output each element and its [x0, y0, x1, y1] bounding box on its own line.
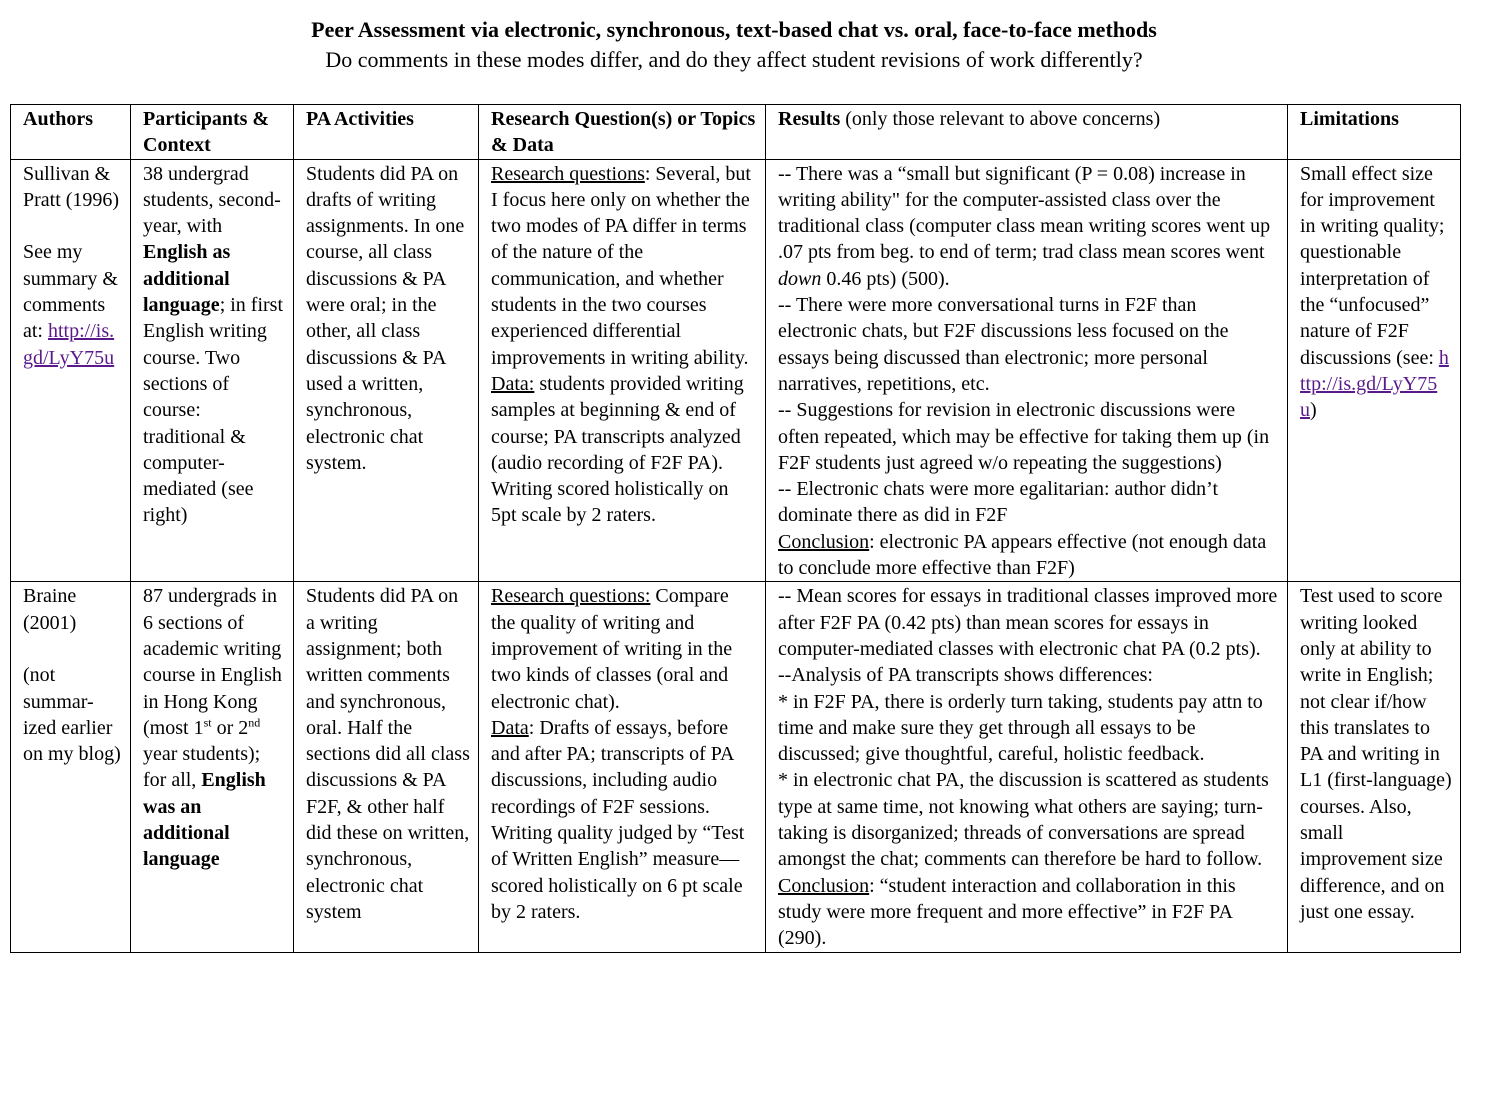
participants-emphasis: English as additional language: [143, 241, 231, 317]
cell-research: [479, 582, 766, 952]
participants-text-2: ; in first English writing course. Two sections of course: traditional & computer-mediated (see right): [143, 294, 284, 527]
author-name: Sullivan & Pratt (1996): [23, 162, 120, 211]
conclusion-text: : electronic PA appears effective (not enough data to conclude more effective than F2F): [778, 530, 1267, 580]
limitations-link[interactable]: http://is.gd/LyY75u: [1300, 346, 1449, 422]
summary-link[interactable]: http://is.gd/LyY75u: [23, 320, 115, 369]
header-participants: Participants & Context: [131, 105, 294, 160]
result-conclusion: [778, 873, 1279, 952]
cell-participants: [131, 159, 294, 582]
result-item: -- Electronic chats were more egalitarian: author didn’t dominate there as did in F2F: [778, 478, 1218, 527]
data-label: Data: [491, 716, 529, 739]
conclusion-label: Conclusion: [778, 874, 870, 897]
page-title: Peer Assessment via electronic, synchronous, text-based chat vs. oral, face-to-face methods: [311, 17, 1157, 42]
participants-text: 38 undergrad students, second-year, with: [143, 162, 281, 238]
cell-limitations: Small effect size for improvement in writing quality; questionable interpretation of the “unfocused” nature of F2F discussions (see: http://is.gd/LyY75u): [1288, 159, 1461, 582]
data-label: Data:: [491, 372, 535, 395]
result-item: * in electronic chat PA, the discussion is scattered as students type at same time, not knowing what others are saying; turn-taking is disorganized; threads of conversations are spread amongst the chat; comments can therefore be hard to follow.: [778, 769, 1269, 871]
literature-table: [10, 104, 1461, 953]
result-item: --Analysis of PA transcripts shows differences:: [778, 664, 1153, 687]
page-subtitle: Do comments in these modes differ, and do they affect student revisions of work differently?: [325, 47, 1143, 72]
research-questions-text: : Several, but I focus here only on whether the two modes of PA differ in terms of the nature of the communication, and whether students in the two courses experienced differential improvements in writing ability.: [491, 162, 751, 369]
table-row: [11, 582, 1461, 952]
author-name: Braine (2001): [23, 585, 77, 634]
cell-participants: 87 undergrads in 6 sections of academic writing course in English in Hong Kong (most 1st or 2nd year students); for all, English was an additional language: [131, 582, 294, 952]
data-text: students provided writing samples at beginning & end of course; PA transcripts analyzed (audio recording of F2F PA). Writing scored holistically on 5pt scale by 2 raters.: [491, 372, 744, 527]
limitations-text: Small effect size for improvement in writing quality; questionable interpretation of the “unfocused” nature of F2F discussions (see:: [1300, 162, 1445, 369]
header-results-note: (only those relevant to above concerns): [840, 108, 1161, 130]
author-note: See my summary & comments at:: [23, 241, 118, 343]
research-questions-label: Research questions: [491, 162, 645, 185]
result-item: -- Suggestions for revision in electronic discussions were often repeated, which may be effective for taking them up (in F2F students just agreed w/o repeating the suggestions): [778, 399, 1270, 474]
title-block: [0, 14, 1468, 74]
cell-activities: Students did PA on a writing assignment; both written comments and synchronous, oral. Half the sections did all class discussions & PA F2F, & other half did these on written, synchronous, electronic chat system: [294, 582, 479, 952]
cell-authors: [11, 582, 131, 952]
result-item: -- There were more conversational turns in F2F than electronic chats, but F2F discussions less focused on the essays being discussed than electronic; more personal narratives, repetitions, etc.: [778, 294, 1229, 395]
result-item: -- Mean scores for essays in traditional classes improved more after F2F PA (0.42 pts) than mean scores for essays in computer-mediated classes with electronic chat PA (0.2 pts).: [778, 585, 1278, 660]
result-item: * in F2F PA, there is orderly turn taking, students pay attn to time and make sure they get through all essays to be discussed; give thoughtful, careful, holistic feedback.: [778, 690, 1263, 766]
header-results: [766, 105, 1288, 160]
header-research: Research Question(s) or Topics & Data: [479, 105, 766, 160]
result-conclusion: [778, 529, 1279, 582]
conclusion-text: : “student interaction and collaboration in this study were more frequent and more effective” in F2F PA (290).: [778, 874, 1236, 950]
table-header-row: [11, 105, 1461, 160]
author-note: (not summar-ized earlier on my blog): [23, 664, 121, 766]
emphasis-down: down: [778, 267, 822, 290]
cell-activities: Students did PA on drafts of writing assignments. In one course, all class discussions & PA were oral; in the other, all class discussions & PA used a written, synchronous, electronic chat system.: [294, 159, 479, 582]
cell-research: [479, 159, 766, 582]
cell-limitations: Test used to score writing looked only at ability to write in English; not clear if/how this translates to PA and writing in L1 (first-language) courses. Also, small improvement size difference, and on just one essay.: [1288, 582, 1461, 952]
header-limitations: Limitations: [1288, 105, 1461, 160]
result-item: -- There was a “small but significant (P = 0.08) increase in writing ability" for the computer-assisted class over the traditional class (computer class mean writing scores went up .07 pts from beg. to end of term; trad class mean scores went down 0.46 pts) (500).: [778, 162, 1271, 290]
header-activities: PA Activities: [294, 105, 479, 160]
table-row: [11, 159, 1461, 582]
cell-authors: [11, 159, 131, 582]
cell-results: [766, 159, 1288, 582]
header-results-label: Results: [778, 108, 841, 130]
conclusion-label: Conclusion: [778, 530, 870, 553]
research-questions-text: Compare the quality of writing and improvement of writing in the two kinds of classes (oral and electronic chat).: [491, 585, 733, 713]
participants-emphasis: English was an additional language: [143, 769, 266, 871]
data-text: : Drafts of essays, before and after PA; transcripts of PA discussions, including audio recordings of F2F sessions. Writing quality judged by “Test of Written English” measure—scored holistically on 6 pt scale by 2 raters.: [491, 716, 745, 923]
header-authors: Authors: [11, 105, 131, 160]
cell-results: [766, 582, 1288, 952]
research-questions-label: Research questions:: [491, 585, 651, 608]
